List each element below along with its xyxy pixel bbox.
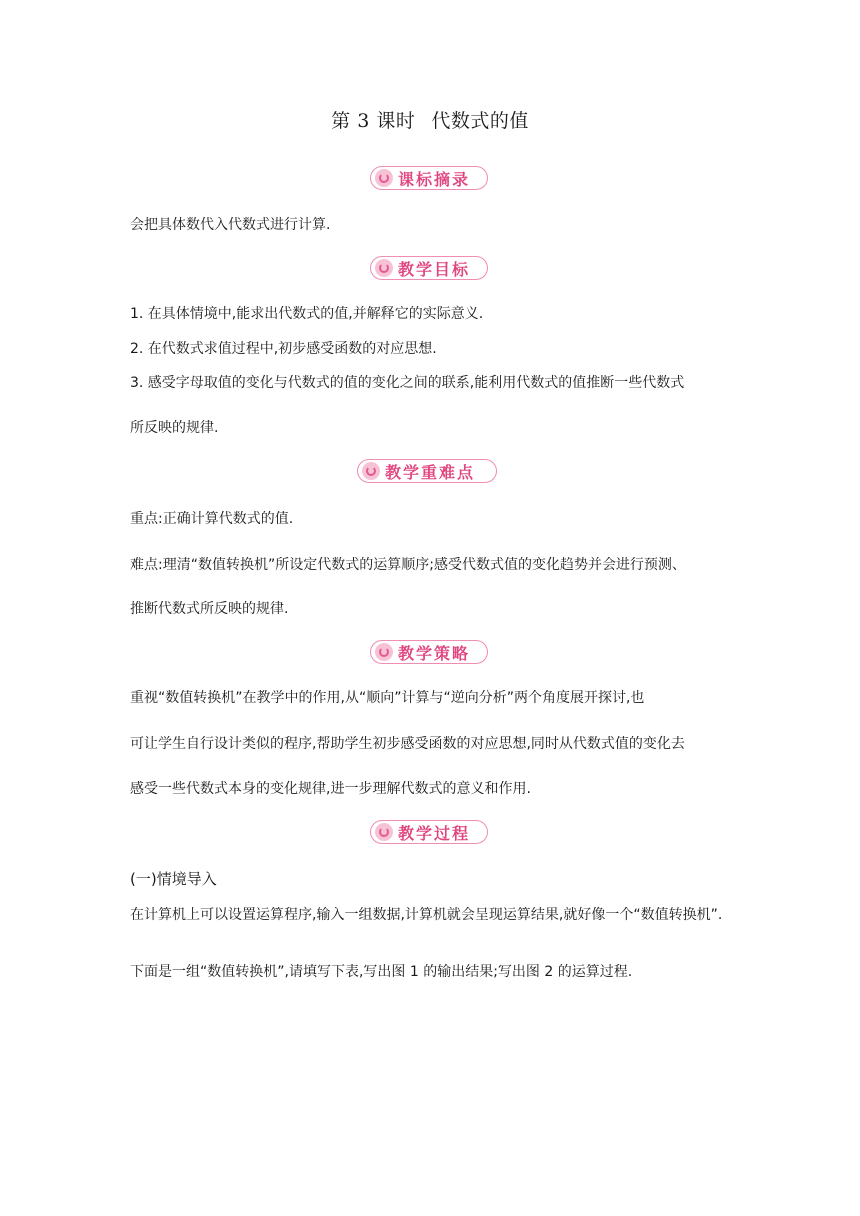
goal-item: 1. 在具体情境中,能求出代数式的值,并解释它的实际意义. <box>130 306 484 322</box>
section-icon <box>375 643 393 661</box>
strategy-line: 感受一些代数式本身的变化规律,进一步理解代数式的意义和作用. <box>130 781 531 797</box>
section-badge-mubiao <box>370 256 488 280</box>
difficult-point-cont: 推断代数式所反映的规律. <box>130 601 289 617</box>
goal-item: 2. 在代数式求值过程中,初步感受函数的对应思想. <box>130 341 437 357</box>
strategy-line: 可让学生自行设计类似的程序,帮助学生初步感受函数的对应思想,同时从代数式值的变化去 <box>130 736 685 752</box>
section-badge-kebiao <box>370 166 488 190</box>
difficult-point: 难点:理清“数值转换机”所设定代数式的运算顺序;感受代数式值的变化趋势并会进行预测、 <box>130 557 686 573</box>
section-label: 教学重难点 <box>385 462 476 482</box>
strategy-line: 重视“数值转换机”在教学中的作用,从“顺向”计算与“逆向分析”两个角度展开探讨,也 <box>130 690 645 706</box>
section-icon <box>375 259 393 277</box>
process-paragraph: 下面是一组“数值转换机”,请填写下表,写出图 1 的输出结果;写出图 2 的运算过程. <box>130 964 633 980</box>
section-label: 教学过程 <box>398 823 471 843</box>
section-label: 课标摘录 <box>398 169 471 189</box>
section-icon <box>362 462 380 480</box>
section-badge-zhongnan <box>357 459 497 483</box>
section-badge-celue <box>370 640 488 664</box>
lesson-number: 第 3 课时 <box>331 110 416 132</box>
page-title <box>0 106 860 133</box>
lesson-name: 代数式的值 <box>431 110 529 132</box>
section-label: 教学策略 <box>398 643 471 663</box>
goal-item-cont: 所反映的规律. <box>130 420 219 436</box>
section-icon <box>375 169 393 187</box>
subsection-heading: (一)情境导入 <box>130 870 217 888</box>
section-label: 教学目标 <box>398 259 471 279</box>
goal-item: 3. 感受字母取值的变化与代数式的值的变化之间的联系,能利用代数式的值推断一些代数式 <box>130 375 685 391</box>
key-point: 重点:正确计算代数式的值. <box>130 511 294 527</box>
kebiao-text: 会把具体数代入代数式进行计算. <box>130 217 331 233</box>
section-badge-guocheng <box>370 820 488 844</box>
section-icon <box>375 823 393 841</box>
process-paragraph: 在计算机上可以设置运算程序,输入一组数据,计算机就会呈现运算结果,就好像一个“数值转换机”. <box>130 907 723 923</box>
